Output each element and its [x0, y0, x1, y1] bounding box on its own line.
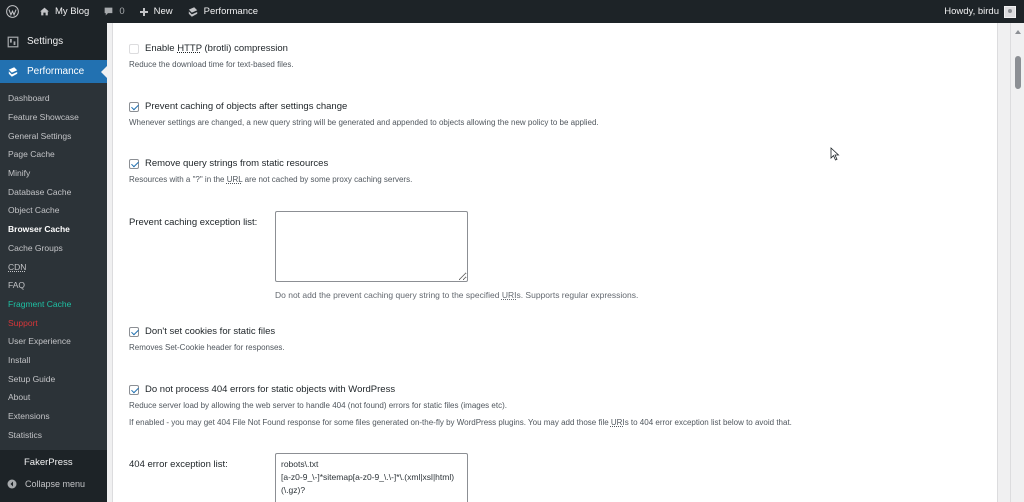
prevent-caching-label[interactable]: Prevent caching of objects after settings change	[145, 101, 348, 112]
performance-submenu	[0, 83, 107, 450]
brotli-checkbox[interactable]	[129, 44, 139, 54]
submenu-fragment-cache[interactable]: Fragment Cache	[8, 298, 72, 309]
collapse-arrow-icon	[7, 479, 17, 489]
admin-bar	[0, 0, 1024, 23]
site-name: My Blog	[55, 6, 90, 17]
option-prevent-caching	[129, 101, 599, 127]
performance-plugin-icon	[187, 6, 199, 18]
submenu-page-cache[interactable]: Page Cache	[8, 149, 55, 160]
submenu-statistics[interactable]: Statistics	[8, 429, 43, 440]
collapse-label: Collapse menu	[25, 479, 86, 490]
submenu-faq[interactable]: FAQ	[8, 280, 26, 291]
no-404-checkbox[interactable]	[129, 385, 139, 395]
submenu-dashboard[interactable]: Dashboard	[8, 93, 50, 104]
avatar	[1004, 6, 1016, 18]
settings-icon	[7, 36, 19, 48]
wordpress-logo-icon[interactable]	[0, 0, 32, 23]
option-brotli	[129, 43, 294, 69]
sidebar-item-label: Performance	[27, 66, 85, 77]
new-label: New	[153, 6, 173, 17]
option-no-cookies	[129, 326, 285, 352]
no-404-warning: If enabled - you may get 404 File Not Found response for some files generated on-the-fly by WordPress plugins. You may add those file URIs to 404 error exception list below to avoid that.	[129, 418, 792, 427]
submenu-install[interactable]: Install	[8, 354, 31, 365]
plus-icon	[139, 7, 149, 17]
brotli-description: Reduce the download time for text-based files.	[129, 60, 294, 69]
remove-query-strings-checkbox[interactable]	[129, 159, 139, 169]
error-404-list-textarea[interactable]	[275, 453, 468, 502]
no-404-description: Reduce server load by allowing the web server to handle 404 (not found) errors for static files (images etc).	[129, 401, 507, 410]
submenu-general-settings[interactable]: General Settings	[8, 130, 72, 141]
admin-sidebar	[0, 23, 107, 502]
new-content-link[interactable]	[132, 0, 180, 23]
remove-query-strings-description: Resources with a "?" in the URL are not cached by some proxy caching servers.	[129, 175, 413, 184]
home-icon	[39, 6, 50, 17]
prevent-caching-checkbox[interactable]	[129, 102, 139, 112]
collapse-menu-button[interactable]	[0, 474, 107, 494]
performance-menu-link[interactable]	[180, 0, 265, 23]
submenu-user-experience[interactable]: User Experience	[8, 336, 71, 347]
scroll-thumb[interactable]	[1015, 56, 1021, 89]
submenu-about[interactable]: About	[8, 392, 31, 403]
exception-list-note: Do not add the prevent caching query string to the specified URIs. Supports regular expressions.	[275, 290, 639, 300]
sidebar-item-performance[interactable]	[0, 60, 107, 83]
remove-query-strings-label[interactable]: Remove query strings from static resources	[145, 158, 329, 169]
comments-link[interactable]	[96, 0, 131, 23]
exception-list-textarea[interactable]	[275, 211, 468, 282]
comment-bubble-icon	[103, 6, 114, 17]
cdn-abbr: CDN	[8, 261, 27, 272]
page-scrollbar[interactable]	[1010, 23, 1024, 502]
submenu-feature-showcase[interactable]: Feature Showcase	[8, 112, 79, 123]
option-remove-query-strings	[129, 158, 412, 184]
account-menu[interactable]	[937, 0, 1024, 23]
no-cookies-description: Removes Set-Cookie header for responses.	[129, 343, 285, 352]
error-404-list-label: 404 error exception list:	[129, 459, 228, 470]
performance-plugin-icon	[7, 66, 19, 78]
main-content	[107, 23, 1024, 502]
no-404-label[interactable]: Do not process 404 errors for static objects with WordPress	[145, 384, 396, 395]
submenu-support[interactable]: Support	[8, 317, 38, 328]
sidebar-item-label: Settings	[27, 36, 64, 47]
browser-cache-settings-card	[112, 23, 998, 502]
submenu-object-cache[interactable]: Object Cache	[8, 205, 60, 216]
no-cookies-label[interactable]: Don't set cookies for static files	[145, 326, 276, 337]
submenu-cdn[interactable]	[0, 257, 107, 276]
exception-list-label: Prevent caching exception list:	[129, 217, 258, 228]
submenu-cache-groups[interactable]: Cache Groups	[8, 242, 63, 253]
no-cookies-checkbox[interactable]	[129, 327, 139, 337]
site-name-link[interactable]	[32, 0, 96, 23]
sidebar-item-fakerpress[interactable]: FakerPress	[24, 456, 73, 468]
submenu-minify[interactable]: Minify	[8, 168, 31, 179]
brotli-label[interactable]: Enable HTTP (brotli) compression	[145, 43, 288, 54]
mouse-pointer-icon	[830, 147, 840, 161]
option-no-404	[129, 384, 792, 427]
submenu-setup-guide[interactable]: Setup Guide	[8, 373, 56, 384]
scroll-up-arrow-icon[interactable]	[1015, 30, 1021, 34]
submenu-browser-cache[interactable]: Browser Cache	[8, 224, 70, 235]
submenu-database-cache[interactable]: Database Cache	[8, 186, 72, 197]
comments-count: 0	[119, 6, 125, 17]
performance-label: Performance	[203, 6, 259, 17]
sidebar-item-settings[interactable]	[0, 23, 107, 60]
submenu-extensions[interactable]: Extensions	[8, 411, 50, 422]
prevent-caching-description: Whenever settings are changed, a new query string will be generated and appended to objects allowing the new policy to be applied.	[129, 118, 599, 127]
greeting: Howdy, birdu	[944, 6, 999, 17]
